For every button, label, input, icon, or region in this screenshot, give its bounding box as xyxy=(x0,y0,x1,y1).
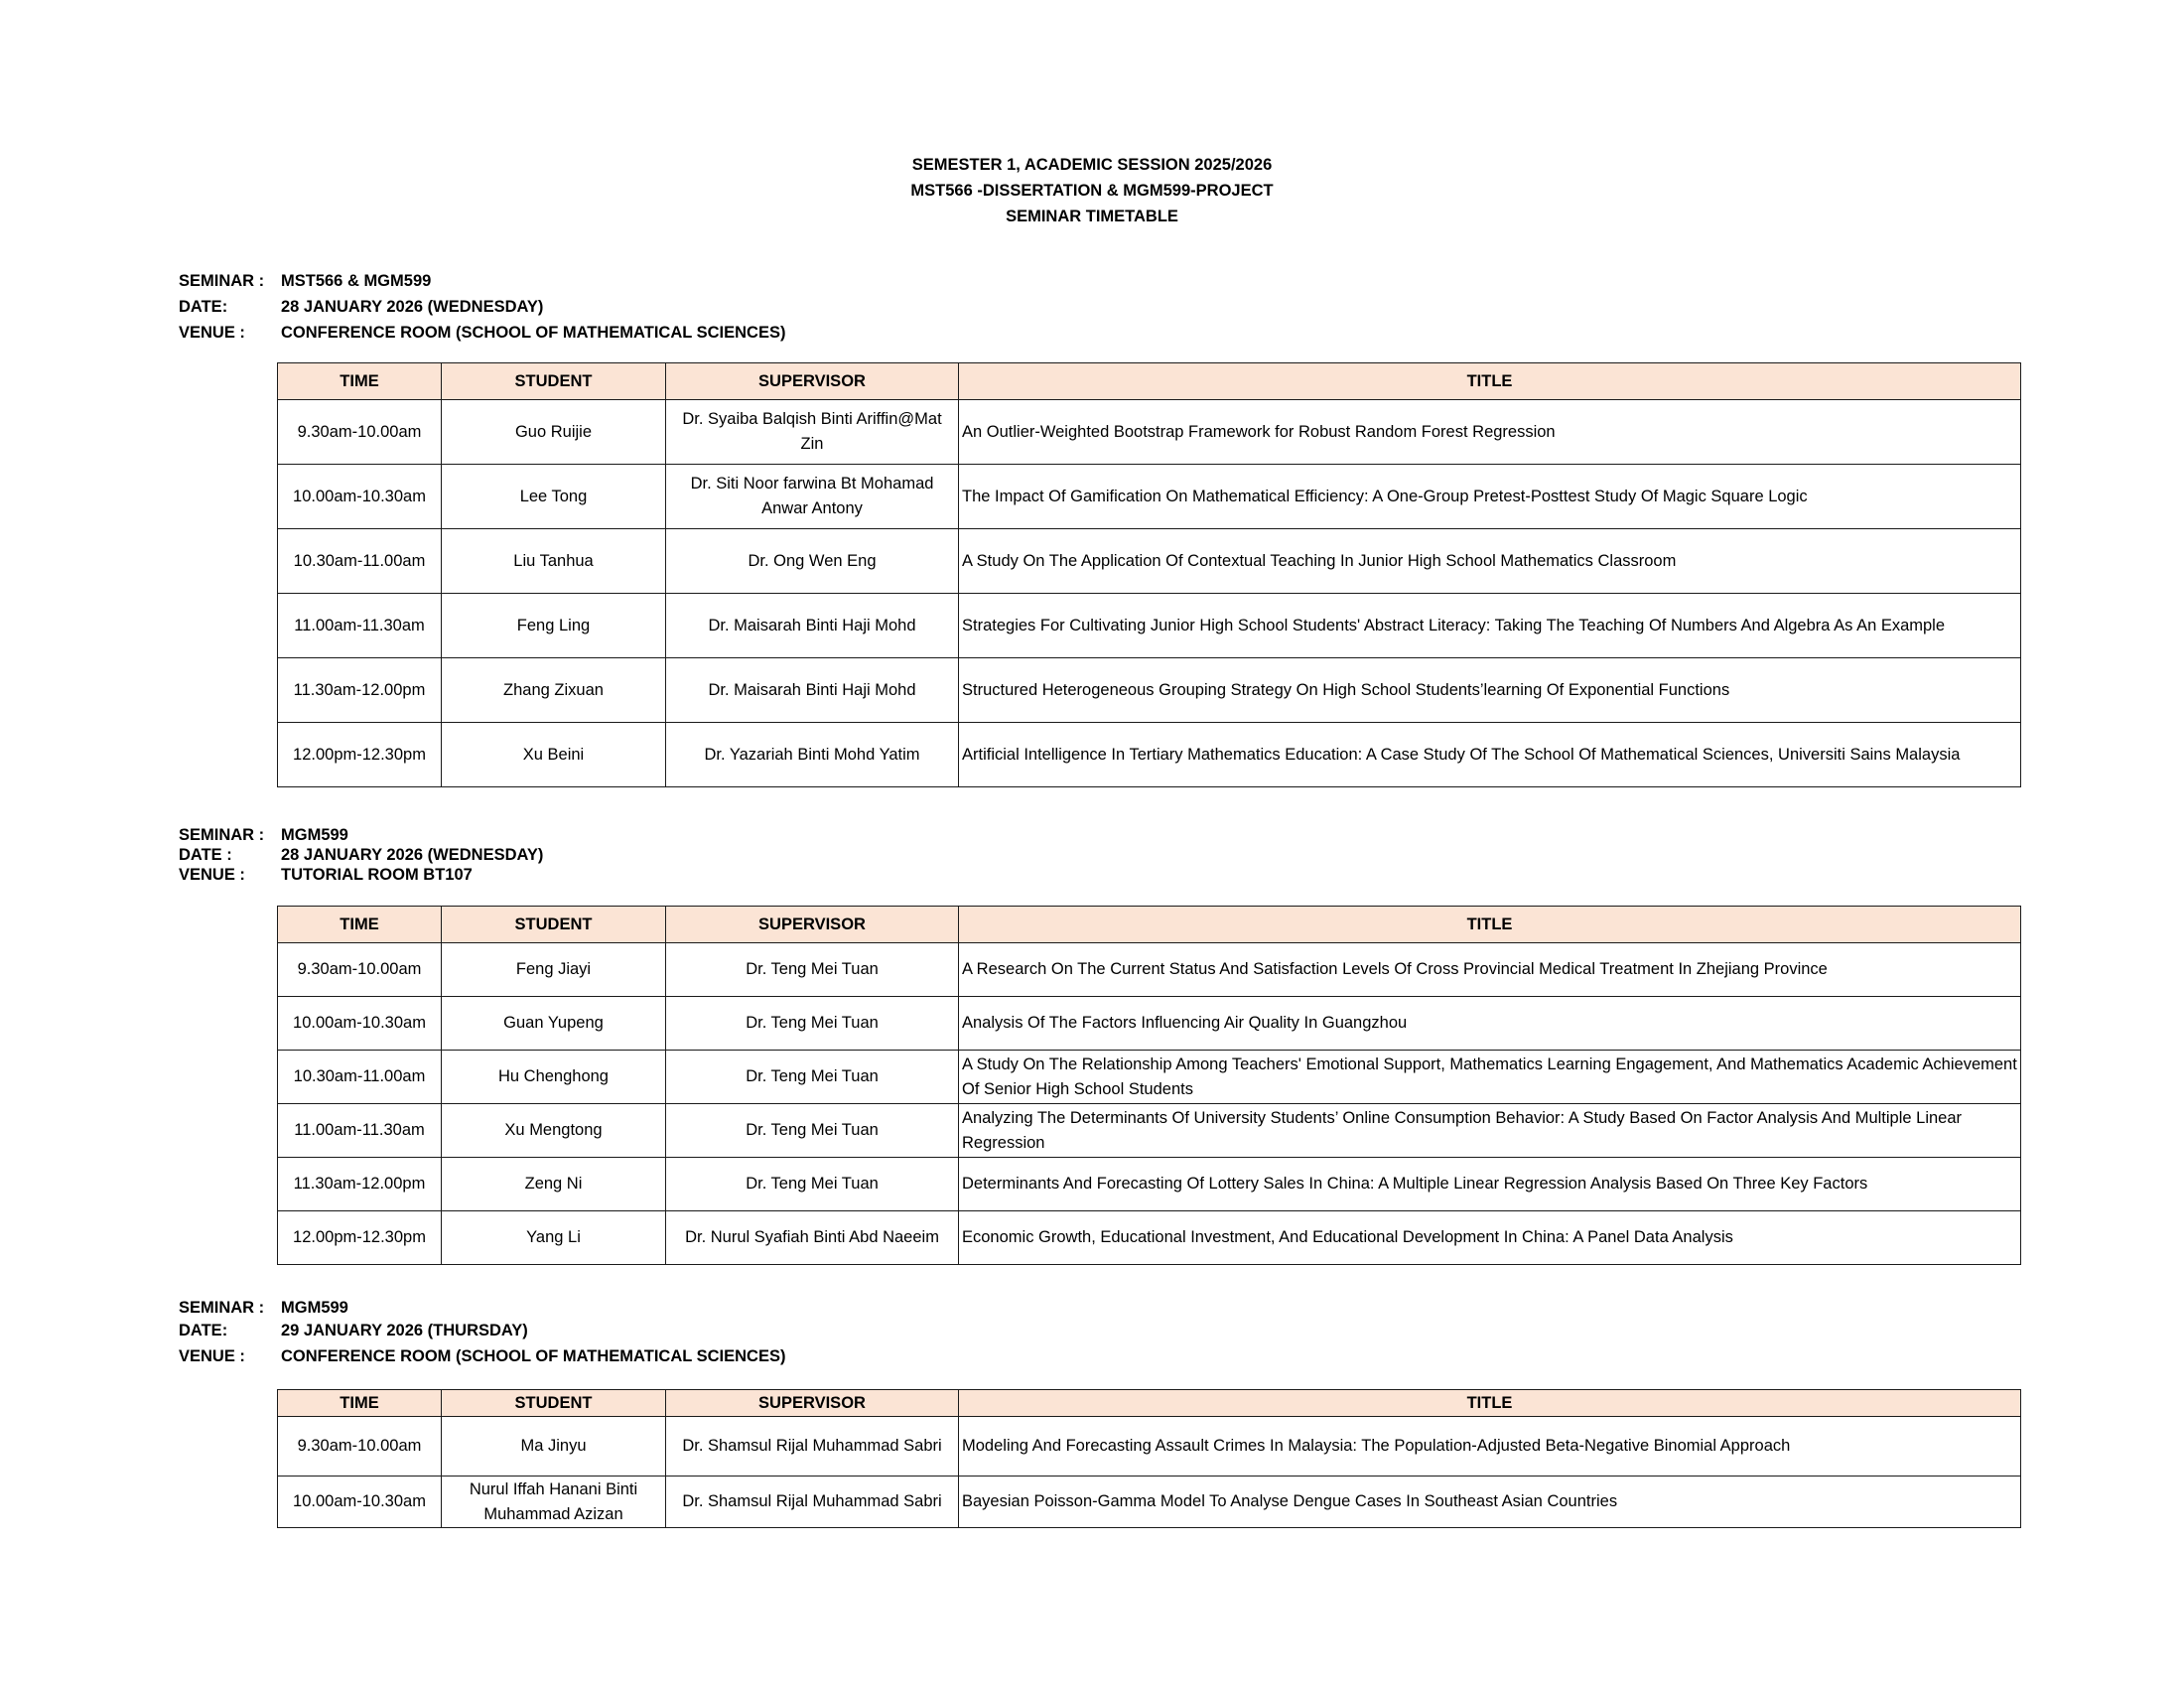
title-cell: Bayesian Poisson-Gamma Model To Analyse Dengue Cases In Southeast Asian Countries xyxy=(959,1477,2021,1528)
venue-value: CONFERENCE ROOM (SCHOOL OF MATHEMATICAL SCIENCES) xyxy=(281,324,786,342)
title-cell: An Outlier-Weighted Bootstrap Framework for Robust Random Forest Regression xyxy=(959,400,2021,465)
date-label: DATE: xyxy=(179,298,228,316)
student-cell: Guan Yupeng xyxy=(442,997,666,1051)
time-cell: 9.30am-10.00am xyxy=(278,943,442,997)
date-label: DATE : xyxy=(179,846,232,864)
student-cell: Feng Jiayi xyxy=(442,943,666,997)
seminar-label: SEMINAR : xyxy=(179,1299,265,1317)
time-cell: 11.00am-11.30am xyxy=(278,594,442,658)
venue-value: TUTORIAL ROOM BT107 xyxy=(281,866,473,884)
supervisor-cell: Dr. Nurul Syafiah Binti Abd Naeeim xyxy=(666,1211,959,1265)
seminar-table-3 xyxy=(277,1389,2021,1528)
student-cell: Hu Chenghong xyxy=(442,1051,666,1104)
student-cell: Zeng Ni xyxy=(442,1158,666,1211)
venue-label: VENUE : xyxy=(179,1347,245,1365)
table-row xyxy=(278,1477,2021,1528)
time-cell: 9.30am-10.00am xyxy=(278,1417,442,1477)
header-courses: MST566 -DISSERTATION & MGM599-PROJECT xyxy=(910,182,1274,200)
time-cell: 10.00am-10.30am xyxy=(278,465,442,529)
table-row xyxy=(278,465,2021,529)
title-cell: Economic Growth, Educational Investment, And Educational Development In China: A Panel Data Analysis xyxy=(959,1211,2021,1265)
title-cell: The Impact Of Gamification On Mathematical Efficiency: A One-Group Pretest-Posttest Study Of Magic Square Logic xyxy=(959,465,2021,529)
student-cell: Lee Tong xyxy=(442,465,666,529)
title-cell: A Study On The Relationship Among Teachers' Emotional Support, Mathematics Learning Engagement, And Mathematics Academic Achievement Of Senior High School Students xyxy=(959,1051,2021,1104)
supervisor-cell: Dr. Yazariah Binti Mohd Yatim xyxy=(666,723,959,787)
title-cell: Strategies For Cultivating Junior High School Students' Abstract Literacy: Taking The Teaching Of Numbers And Algebra As An Example xyxy=(959,594,2021,658)
table-row xyxy=(278,1211,2021,1265)
seminar-table-2 xyxy=(277,906,2021,1265)
student-cell: Xu Mengtong xyxy=(442,1104,666,1158)
time-cell: 10.00am-10.30am xyxy=(278,997,442,1051)
seminar-label: SEMINAR : xyxy=(179,272,265,290)
supervisor-cell: Dr. Ong Wen Eng xyxy=(666,529,959,594)
supervisor-header: SUPERVISOR xyxy=(666,1390,959,1417)
supervisor-cell: Dr. Teng Mei Tuan xyxy=(666,1104,959,1158)
venue-label: VENUE : xyxy=(179,324,245,342)
student-header: STUDENT xyxy=(442,907,666,943)
date-value: 28 JANUARY 2026 (WEDNESDAY) xyxy=(281,298,544,316)
time-cell: 10.30am-11.00am xyxy=(278,529,442,594)
supervisor-header: SUPERVISOR xyxy=(666,363,959,400)
student-cell: Guo Ruijie xyxy=(442,400,666,465)
student-header: STUDENT xyxy=(442,363,666,400)
title-cell: A Study On The Application Of Contextual Teaching In Junior High School Mathematics Classroom xyxy=(959,529,2021,594)
student-cell: Zhang Zixuan xyxy=(442,658,666,723)
table-row xyxy=(278,1417,2021,1477)
title-header: TITLE xyxy=(959,907,2021,943)
supervisor-cell: Dr. Teng Mei Tuan xyxy=(666,943,959,997)
time-header: TIME xyxy=(278,1390,442,1417)
venue-label: VENUE : xyxy=(179,866,245,884)
seminar-label: SEMINAR : xyxy=(179,826,265,844)
student-cell: Yang Li xyxy=(442,1211,666,1265)
student-cell: Ma Jinyu xyxy=(442,1417,666,1477)
student-header: STUDENT xyxy=(442,1390,666,1417)
supervisor-cell: Dr. Syaiba Balqish Binti Ariffin@Mat Zin xyxy=(666,400,959,465)
title-header: TITLE xyxy=(959,363,2021,400)
supervisor-cell: Dr. Teng Mei Tuan xyxy=(666,1158,959,1211)
supervisor-cell: Dr. Teng Mei Tuan xyxy=(666,997,959,1051)
title-cell: A Research On The Current Status And Satisfaction Levels Of Cross Provincial Medical Treatment In Zhejiang Province xyxy=(959,943,2021,997)
time-cell: 10.30am-11.00am xyxy=(278,1051,442,1104)
student-cell: Nurul Iffah Hanani Binti Muhammad Azizan xyxy=(442,1477,666,1528)
table-row xyxy=(278,1051,2021,1104)
table-header-row xyxy=(278,907,2021,943)
date-value: 28 JANUARY 2026 (WEDNESDAY) xyxy=(281,846,544,864)
time-cell: 12.00pm-12.30pm xyxy=(278,723,442,787)
supervisor-cell: Dr. Maisarah Binti Haji Mohd xyxy=(666,594,959,658)
date-value: 29 JANUARY 2026 (THURSDAY) xyxy=(281,1322,528,1339)
time-cell: 11.30am-12.00pm xyxy=(278,1158,442,1211)
table-row xyxy=(278,723,2021,787)
time-header: TIME xyxy=(278,907,442,943)
title-cell: Modeling And Forecasting Assault Crimes In Malaysia: The Population-Adjusted Beta-Negative Binomial Approach xyxy=(959,1417,2021,1477)
title-cell: Analysis Of The Factors Influencing Air Quality In Guangzhou xyxy=(959,997,2021,1051)
title-cell: Analyzing The Determinants Of University Students’ Online Consumption Behavior: A Study Based On Factor Analysis And Multiple Linear Regression xyxy=(959,1104,2021,1158)
time-cell: 11.00am-11.30am xyxy=(278,1104,442,1158)
venue-value: CONFERENCE ROOM (SCHOOL OF MATHEMATICAL SCIENCES) xyxy=(281,1347,786,1365)
time-cell: 10.00am-10.30am xyxy=(278,1477,442,1528)
table-row xyxy=(278,529,2021,594)
student-cell: Feng Ling xyxy=(442,594,666,658)
table-row xyxy=(278,594,2021,658)
page-header xyxy=(0,152,2184,229)
time-header: TIME xyxy=(278,363,442,400)
supervisor-cell: Dr. Shamsul Rijal Muhammad Sabri xyxy=(666,1417,959,1477)
date-label: DATE: xyxy=(179,1322,228,1339)
supervisor-header: SUPERVISOR xyxy=(666,907,959,943)
table-row xyxy=(278,658,2021,723)
supervisor-cell: Dr. Maisarah Binti Haji Mohd xyxy=(666,658,959,723)
supervisor-cell: Dr. Siti Noor farwina Bt Mohamad Anwar Antony xyxy=(666,465,959,529)
supervisor-cell: Dr. Shamsul Rijal Muhammad Sabri xyxy=(666,1477,959,1528)
title-cell: Structured Heterogeneous Grouping Strategy On High School Students’learning Of Exponential Functions xyxy=(959,658,2021,723)
supervisor-cell: Dr. Teng Mei Tuan xyxy=(666,1051,959,1104)
title-cell: Determinants And Forecasting Of Lottery Sales In China: A Multiple Linear Regression Analysis Based On Three Key Factors xyxy=(959,1158,2021,1211)
header-title: SEMINAR TIMETABLE xyxy=(1006,208,1178,225)
table-row xyxy=(278,943,2021,997)
table-row xyxy=(278,1158,2021,1211)
seminar-table-1 xyxy=(277,362,2021,787)
table-row xyxy=(278,997,2021,1051)
header-session: SEMESTER 1, ACADEMIC SESSION 2025/2026 xyxy=(911,156,1273,174)
time-cell: 12.00pm-12.30pm xyxy=(278,1211,442,1265)
time-cell: 9.30am-10.00am xyxy=(278,400,442,465)
table-row xyxy=(278,400,2021,465)
student-cell: Xu Beini xyxy=(442,723,666,787)
title-cell: Artificial Intelligence In Tertiary Mathematics Education: A Case Study Of The School Of Mathematical Sciences, Universiti Sains Malaysia xyxy=(959,723,2021,787)
student-cell: Liu Tanhua xyxy=(442,529,666,594)
title-header: TITLE xyxy=(959,1390,2021,1417)
seminar-value: MGM599 xyxy=(281,1299,348,1317)
table-header-row xyxy=(278,363,2021,400)
seminar-value: MST566 & MGM599 xyxy=(281,272,432,290)
time-cell: 11.30am-12.00pm xyxy=(278,658,442,723)
table-header-row xyxy=(278,1390,2021,1417)
seminar-value: MGM599 xyxy=(281,826,348,844)
table-row xyxy=(278,1104,2021,1158)
